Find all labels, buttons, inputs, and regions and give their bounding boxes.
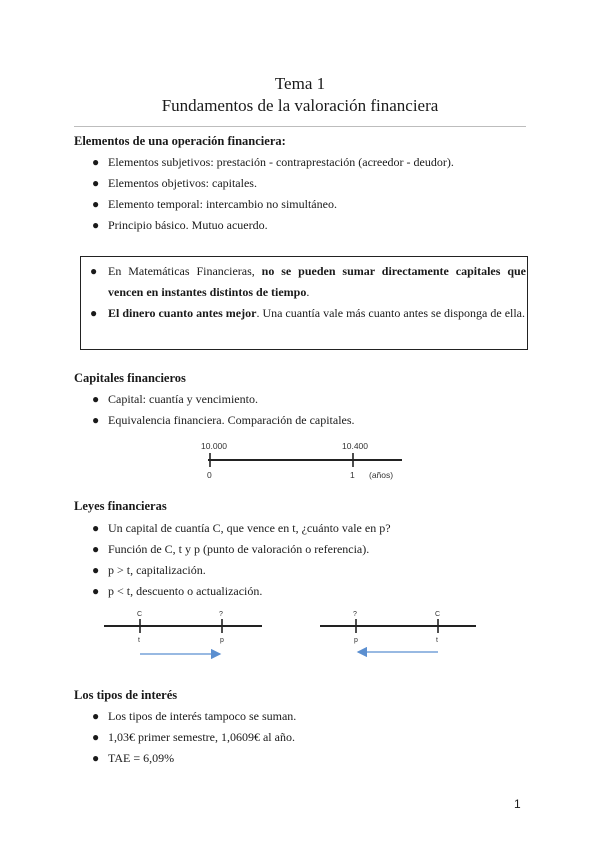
list-item: ● Los tipos de interés tampoco se suman. [92,709,297,723]
label-question: ? [219,611,223,618]
list-item: ● Elementos subjetivos: prestación - contraprestación (acreedor - deudor). [92,155,454,169]
section-heading-leyes: Leyes financieras [74,499,167,513]
section-heading-elementos: Elementos de una operación financiera: [74,134,286,148]
page-title: Tema 1 [274,74,326,93]
timeline-left-bottom: 0 [207,470,212,480]
capitalizacion-diagram [104,611,262,654]
label-question: ? [353,611,357,618]
section-heading-capitales: Capitales financieros [74,371,186,385]
descuento-diagram [320,611,476,652]
label-p: p [220,637,224,644]
list-item: ● Capital: cuantía y vencimiento. [92,392,258,406]
label-c: C [435,611,441,618]
page-subtitle: Fundamentos de la valoración financiera [161,96,439,115]
label-t: t [138,637,140,644]
label-c: C [137,611,143,618]
timeline-left-top: 10.000 [201,441,227,451]
section-heading-interes: Los tipos de interés [74,688,178,702]
list-item: ● Principio básico. Mutuo acuerdo. [92,218,268,232]
timeline-unit: (años) [369,470,394,480]
list-item: ● p > t, capitalización. [92,563,206,577]
list-item: ● p < t, descuento o actualización. [92,584,263,598]
label-p: p [354,637,358,644]
list-item: ● Un capital de cuantía C, que vence en t, ¿cuánto vale en p? [92,521,391,535]
list-item: ● Equivalencia financiera. Comparación de capitales. [92,413,355,427]
label-t: t [436,637,438,644]
page-number: 1 [514,797,521,811]
box-item-1: ● En Matemáticas Financieras, no se pueden sumar directamente capitales que vencen en instantes distintos de tiempo. [90,264,526,299]
timeline-right-top: 10.400 [342,441,368,451]
list-item: ● 1,03€ primer semestre, 1,0609€ al año. [92,730,295,744]
timeline-right-bottom: 1 [350,470,355,480]
list-item: ● Elemento temporal: intercambio no simultáneo. [92,197,337,211]
box-item-2: ● El dinero cuanto antes mejor. Una cuantía vale más cuanto antes se disponga de ella. [90,306,526,320]
list-item: ● TAE = 6,09% [92,751,175,765]
capital-timeline [201,441,402,480]
list-item: ● Elementos objetivos: capitales. [92,176,257,190]
list-item: ● Función de C, t y p (punto de valoración o referencia). [92,542,370,556]
